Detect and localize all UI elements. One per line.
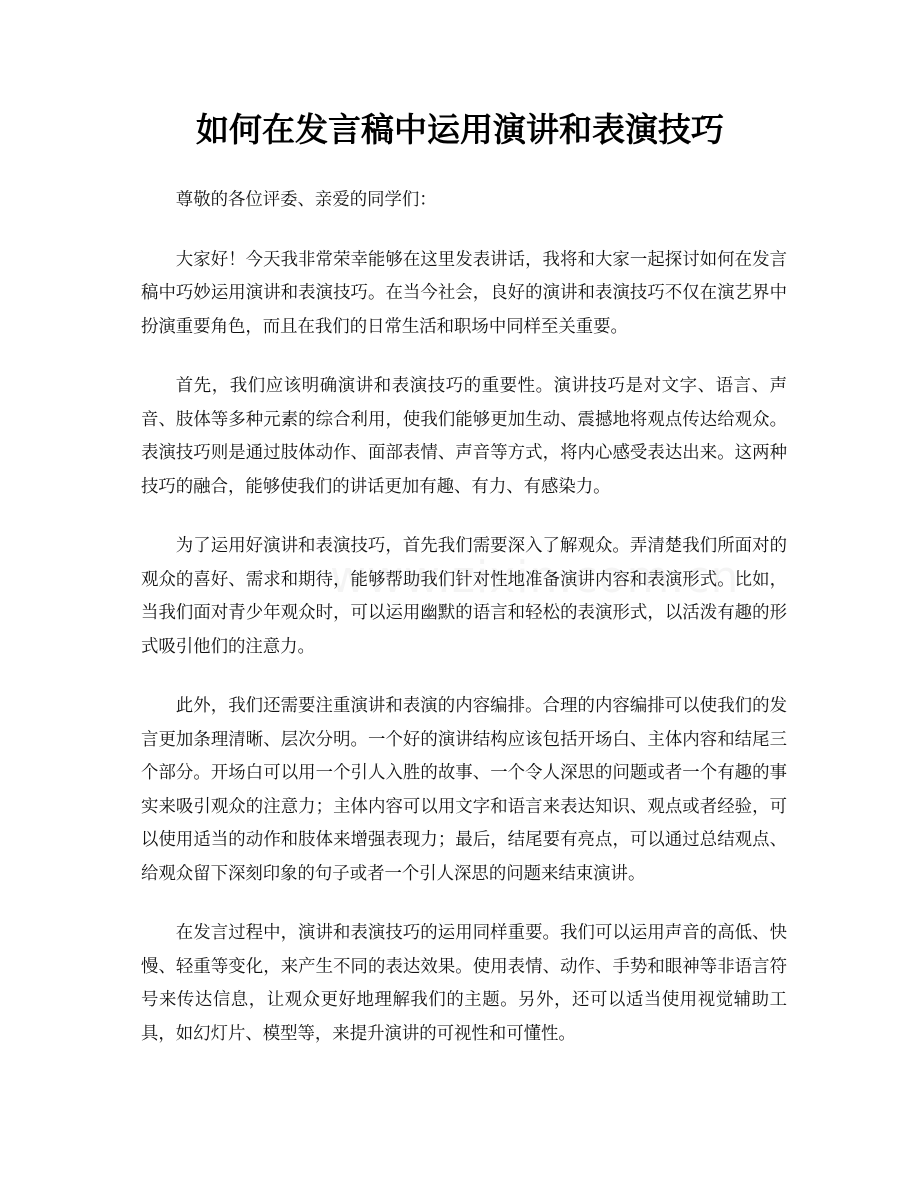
- paragraph-2: 首先，我们应该明确演讲和表演技巧的重要性。演讲技巧是对文字、语言、声音、肢体等多种元素的综合利用，使我们能够更加生动、震撼地将观点传达给观众。表演技巧则是通过肢体动作、面部表情、声音等方式，将内心感受表达出来。这两种技巧的融合，能够使我们的讲话更加有趣、有力、有感染力。: [141, 376, 787, 497]
- salutation: 尊敬的各位评委、亲爱的同学们：: [175, 190, 437, 210]
- paragraph-1: 大家好！今天我非常荣幸能够在这里发表讲话，我将和大家一起探讨如何在发言稿中巧妙运用演讲和表演技巧。在当今社会，良好的演讲和表演技巧不仅在演艺界中扮演重要角色，而且在我们的日常生活和职场中同样至关重要。: [141, 249, 787, 337]
- paragraph-5: 在发言过程中，演讲和表演技巧的运用同样重要。我们可以运用声音的高低、快慢、轻重等变化，来产生不同的表达效果。使用表情、动作、手势和眼神等非语言符号来传达信息，让观众更好地理解我们的主题。另外，还可以适当使用视觉辅助工具，如幻灯片、模型等，来提升演讲的可视性和可懂性。: [141, 923, 787, 1044]
- document-body: [141, 184, 787, 1077]
- paragraph-3: 为了运用好演讲和表演技巧，首先我们需要深入了解观众。弄清楚我们所面对的观众的喜好、需求和期待，能够帮助我们针对性地准备演讲内容和表演形式。比如，当我们面对青少年观众时，可以运用幽默的语言和轻松的表演形式，以活泼有趣的形式吸引他们的注意力。: [141, 536, 787, 657]
- paragraph-4: 此外，我们还需要注重演讲和表演的内容编排。合理的内容编排可以使我们的发言更加条理清晰、层次分明。一个好的演讲结构应该包括开场白、主体内容和结尾三个部分。开场白可以用一个引人入胜的故事、一个令人深思的问题或者一个有趣的事实来吸引观众的注意力；主体内容可以用文字和语言来表达知识、观点或者经验，可以使用适当的动作和肢体来增强表现力；最后，结尾要有亮点，可以通过总结观点、给观众留下深刻印象的句子或者一个引人深思的问题来结束演讲。: [141, 696, 787, 884]
- document-title: 如何在发言稿中运用演讲和表演技巧: [196, 110, 724, 149]
